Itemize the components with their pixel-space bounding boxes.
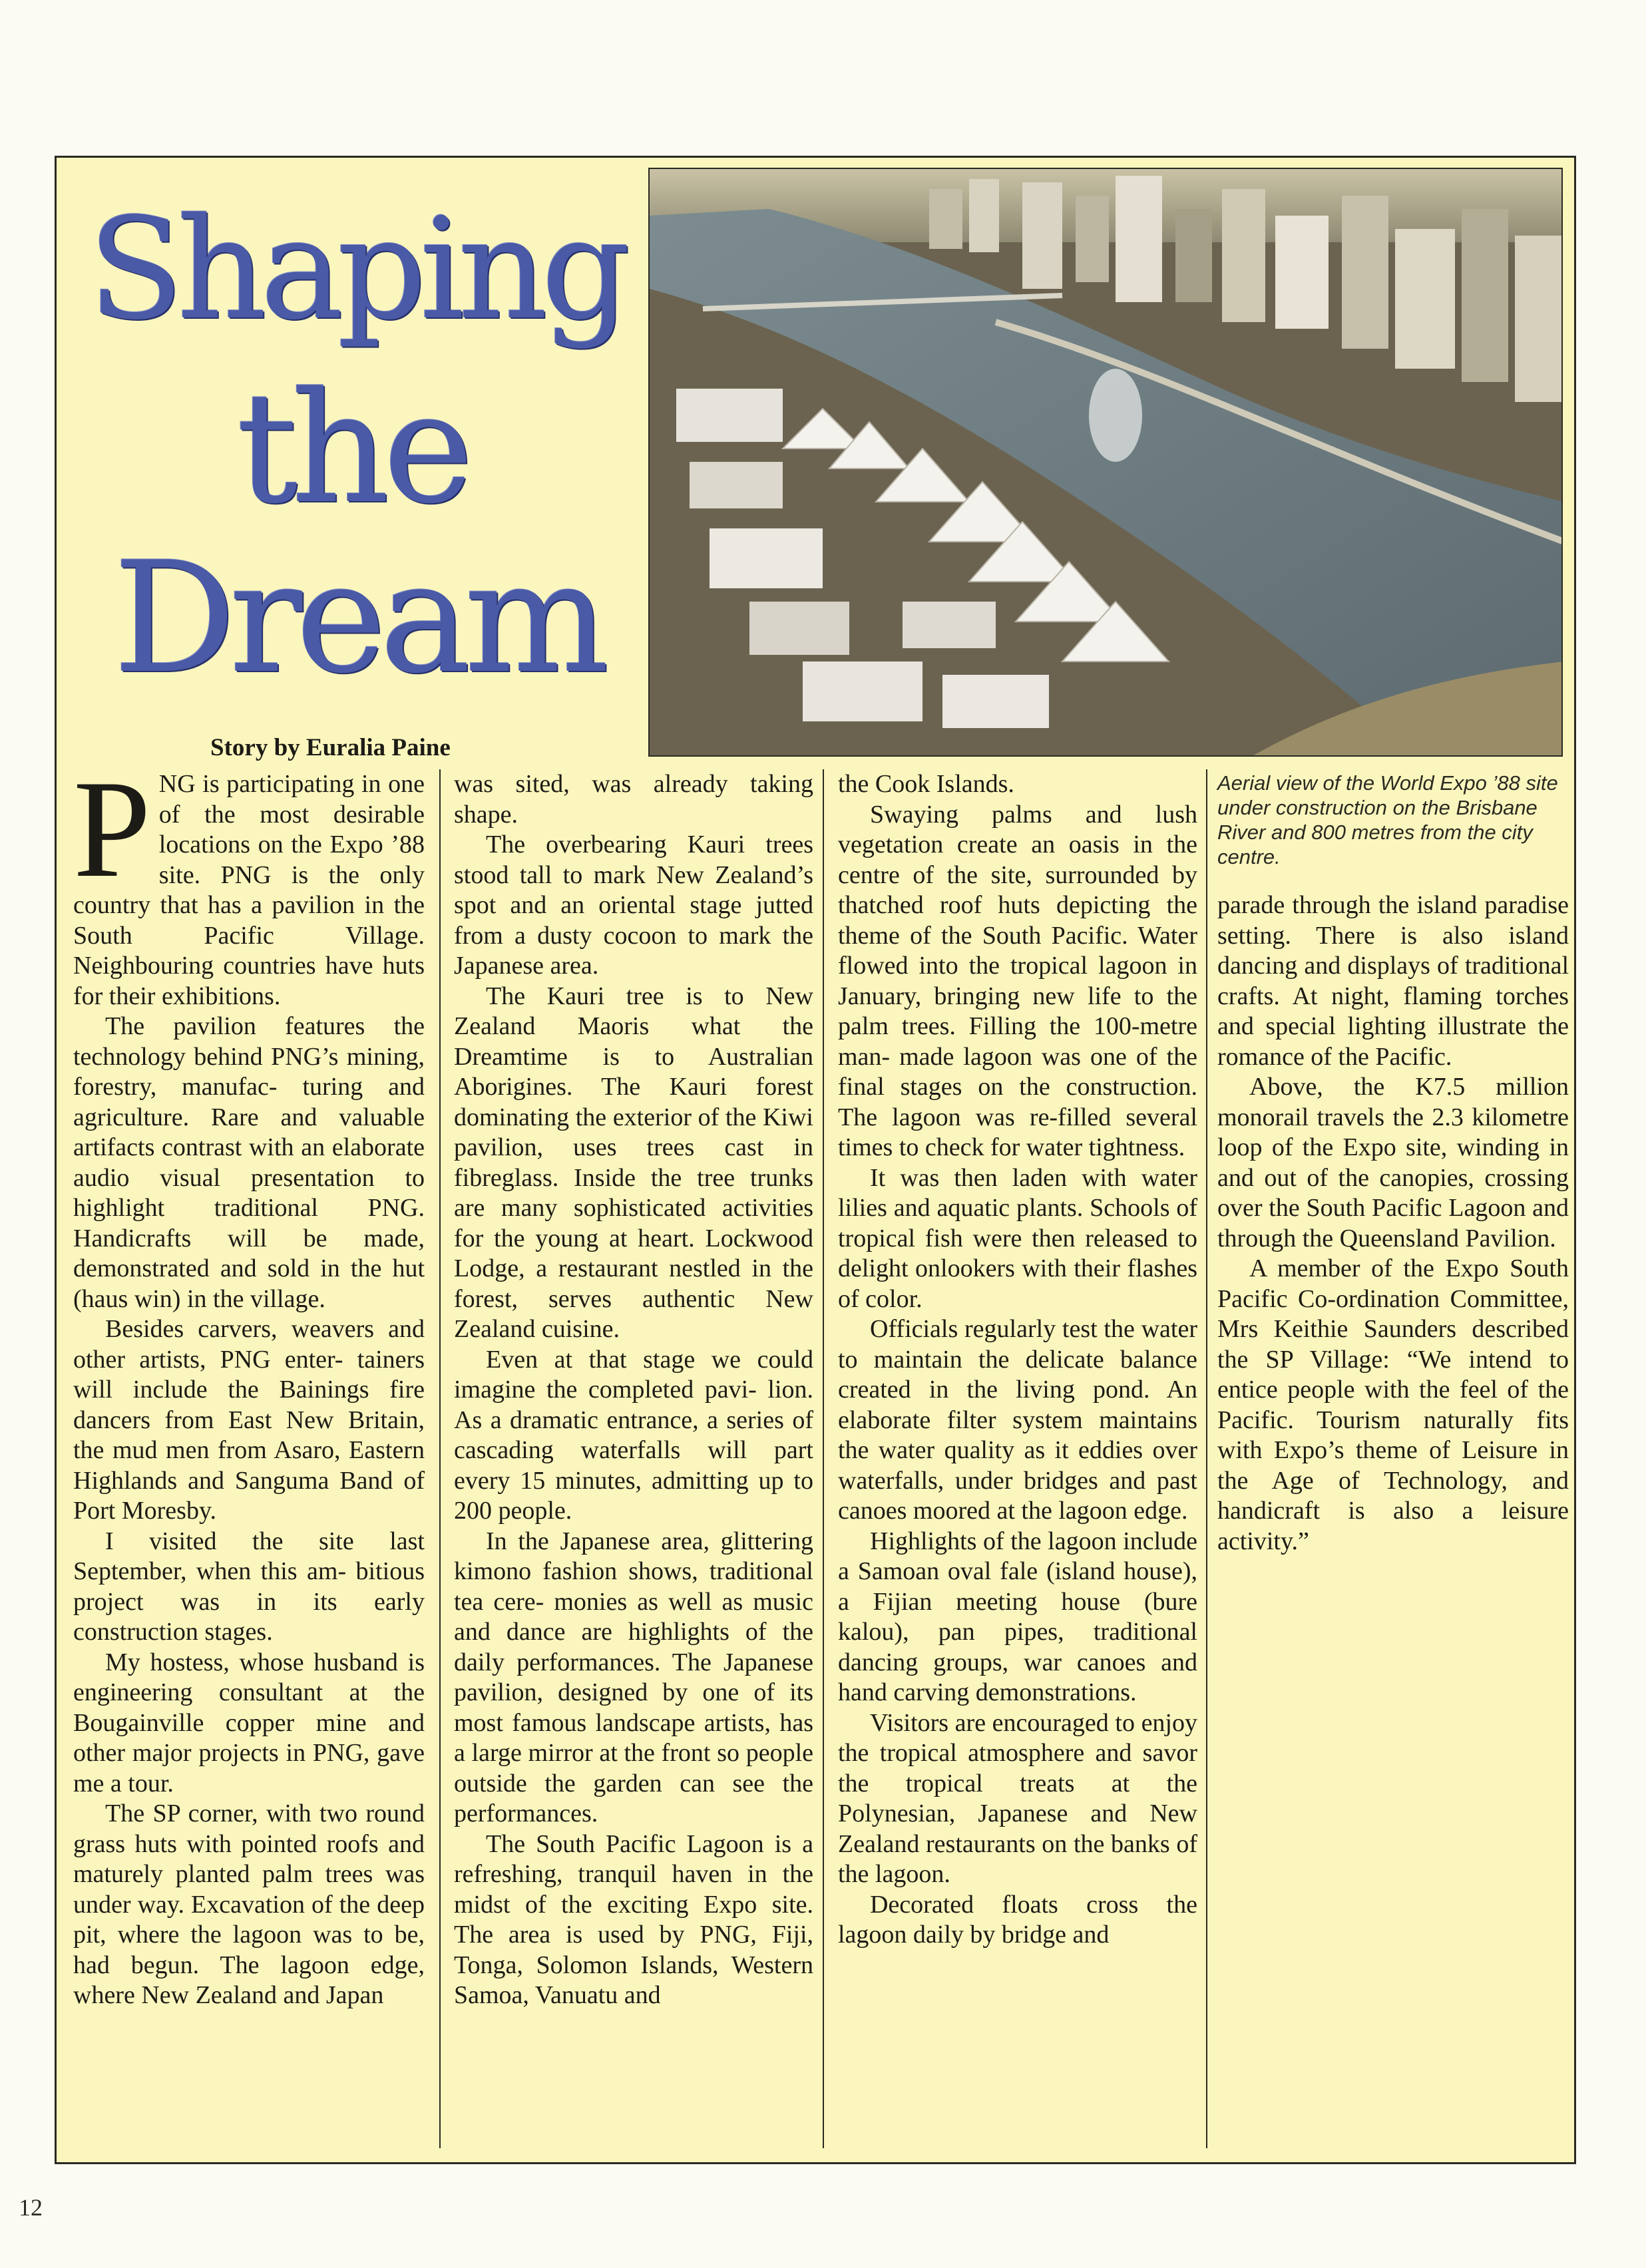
column-rule [823,769,824,2148]
paragraph: Visitors are encouraged to enjoy the tropical atmosphere and savor the tropical treats at the Polynesian, Japanese and New Zealand restaurants on the banks of the lagoon. [838,1708,1197,1888]
paragraph: Officials regularly test the water to maintain the delicate balance created in the living pond. An elaborate filter system maintains the water quality as it eddies over waterfalls, under bridges and past canoes moored at the lagoon edge. [838,1315,1197,1525]
title-line-shaping: Shaping [88,188,624,351]
paragraph: the Cook Islands. [838,770,1014,798]
paragraph: was sited, was already taking shape. [454,770,813,829]
title-line-dream: Dream [113,530,603,707]
paragraph: Besides carvers, weavers and other artists, PNG enter- tainers will include the Bainings fire dancers from East New Britain, the mud men from Asaro, Eastern Highlands and Sanguma Band of Port Moresby. [73,1315,425,1525]
paragraph: Above, the K7.5 million monorail travels the 2.3 kilometre loop of the Expo site, winding in and out of the canopies, crossing over the South Pacific Lagoon and through the Queensland Pavilion. [1217,1073,1569,1252]
paragraph: The overbearing Kauri trees stood tall to mark New Zealand’s spot and an oriental stage jutted from a dusty cocoon to mark the Japanese area. [454,831,813,980]
paragraph: PNG is participating in one of the most desirable locations on the Expo ’88 site. PNG is the only country that has a pavilion in the South Pacific Village. Neighbouring countries have huts for their exhibitions. [73,752,425,1010]
paragraph: The South Pacific Lagoon is a refreshing, tranquil haven in the midst of the exciting Expo site. The area is used by PNG, Fiji, Tonga, Solomon Islands, Western Samoa, Vanuatu and [454,1829,813,2009]
paragraph: It was then laden with water lilies and aquatic plants. Schools of tropical fish were then released to delight onlookers with their flashes of color. [838,1163,1197,1313]
paragraph: In the Japanese area, glittering kimono fashion shows, traditional tea cere- monies as well as music and dance are highlights of the daily performances. The Japanese pavilion, designed by one of its most famous landscape artists, has a large mirror at the front so people outside the garden can see the performances. [454,1527,813,1827]
river-glare [1089,369,1142,462]
paragraph: Swaying palms and lush vegetation create an oasis in the centre of the site, surrounded by thatched roof huts depicting the theme of the South Pacific. Water flowed into the tropical lagoon in January, bringing new life to the palm trees. Filling the 100-metre man- made lagoon was one of the final stages on the construction. The lagoon was re-filled several times to check for water tightness. [838,800,1197,1161]
paragraph: The pavilion features the technology behind PNG’s mining, forestry, manufac- turing and agriculture. Rare and valuable artifacts contrast with an elaborate audio visual presentation to highlight traditional PNG. Handicrafts will be made, demonstrated and sold in the hut (haus win) in the village. [73,1012,425,1313]
paragraph: My hostess, whose husband is engineering consultant at the Bougainville copper mine and other major projects in PNG, gave me a tour. [73,1648,425,1797]
paragraph: Decorated floats cross the lagoon daily by bridge and [838,1890,1197,1949]
photo-caption: Aerial view of the World Expo ’88 site under construction on the Brisbane River and 800 metres from the city centre. [1217,771,1558,868]
aerial-photo-illustration [650,169,1563,757]
article-column-1 [73,752,425,2147]
article-column-3 [838,769,1197,2147]
article-column-2 [454,769,813,2147]
article-column-4 [1217,890,1569,2268]
aerial-photo [648,168,1563,757]
column-rule [439,769,441,2148]
paragraph: Even at that stage we could imagine the completed pavi- lion. As a dramatic entrance, a series of cascading waterfalls will part every 15 minutes, admitting up to 200 people. [454,1345,813,1525]
column-rule [1206,769,1207,2148]
title-line-the: the [236,360,467,538]
paragraph: The Kauri tree is to New Zealand Maoris what the Dreamtime is to Australian Aborigines. The Kauri forest dominating the exterior of the Kiwi pavilion, uses trees cast in fibreglass. Inside the tree trunks are many sophisticated activities for the young at heart. Lockwood Lodge, a restaurant nestled in the forest, serves authentic New Zealand cuisine. [454,982,813,1343]
paragraph: The SP corner, with two round grass huts with pointed roofs and maturely planted palm trees was under way. Excavation of the deep pit, where the lagoon was to be, had begun. The lagoon edge, where New Zealand and Japan [73,1799,425,2009]
paragraph: parade through the island paradise setting. There is also island dancing and displays of traditional crafts. At night, flaming torches and special lighting illustrate the romance of the Pacific. [1217,891,1569,1071]
drop-cap: P [73,752,151,906]
page-number: 12 [19,2194,43,2221]
paragraph: A member of the Expo South Pacific Co-ordination Committee, Mrs Keithie Saunders described the SP Village: “We intend to entice people with the feel of the Pacific. Tourism naturally fits with Expo’s theme of Leisure in the Age of Technology, and handicraft is also a leisure activity.” [1217,1254,1569,1555]
paragraph: Highlights of the lagoon include a Samoan oval fale (island house), a Fijian meeting house (bure kalou), pan pipes, traditional dancing groups, war canoes and hand carving demonstrations. [838,1527,1197,1706]
paragraph: I visited the site last September, when this am- bitious project was in its early construction stages. [73,1527,425,1646]
byline: Story by Euralia Paine [210,734,451,761]
